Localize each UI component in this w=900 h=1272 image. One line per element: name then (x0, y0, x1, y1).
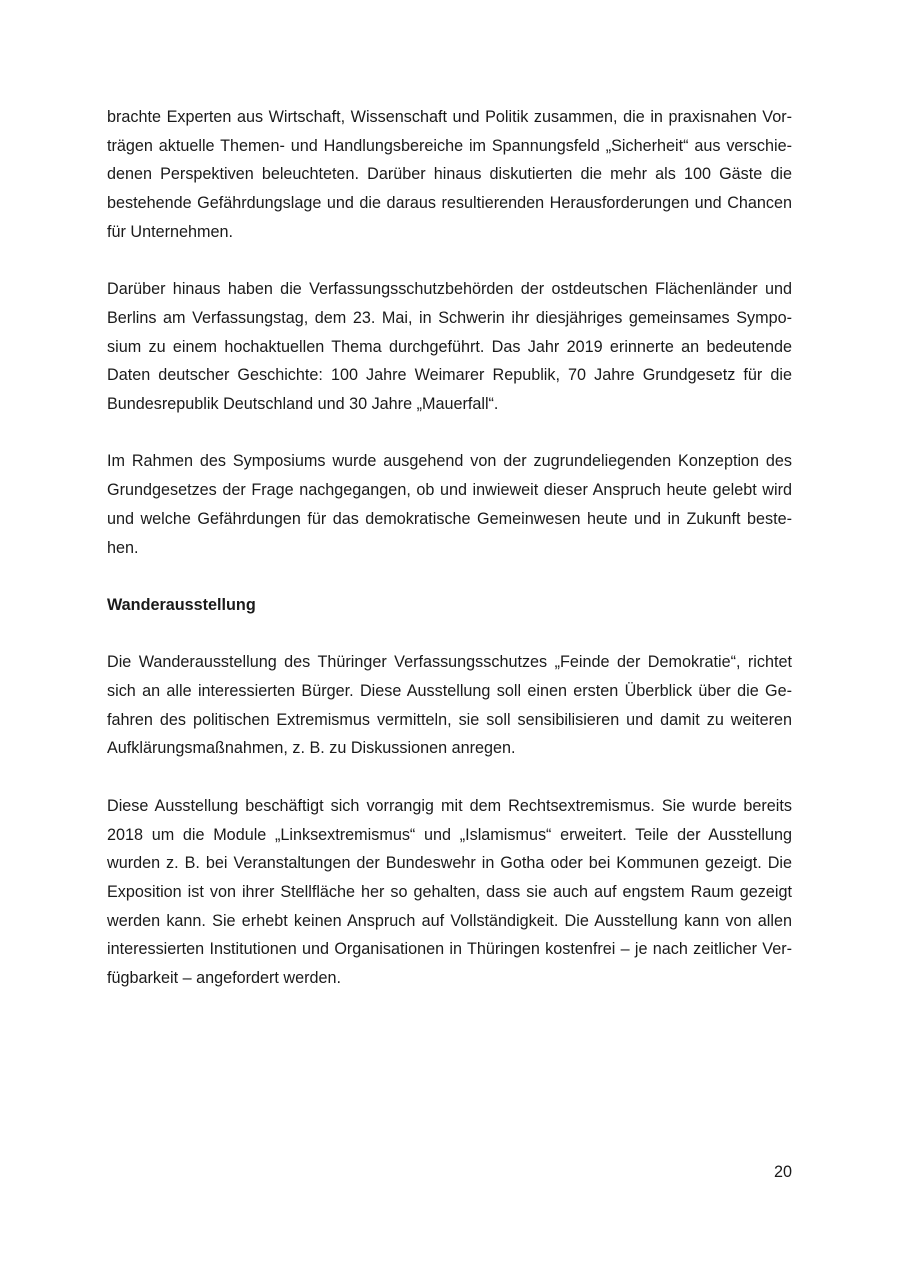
paragraph-exhibition-intro: Die Wanderausstellung des Thüringer Verfassungsschutzes „Feinde der Demokratie“, richtet sich an alle interessierten Bürger. Diese Ausstellung soll einen ersten Überblick über die Gefahren des politischen Extremismus vermitteln, sie soll sensibilisieren und damit zu weiteren Aufklärungsmaßnahmen, z. B. zu Diskussionen anregen. (107, 653, 792, 758)
paragraph-spacer (107, 247, 792, 276)
paragraph-grundgesetz-question: Im Rahmen des Symposiums wurde ausgehend von der zugrundeliegenden Konzeption des Grundgesetzes der Frage nachgegangen, ob und inwieweit dieser Anspruch heute gelebt wird und welche Gefährdungen für das demokratische Gemeinwesen heute und in Zukunft bestehen. (107, 452, 792, 557)
section-heading-wanderausstellung: Wanderausstellung (107, 595, 256, 614)
paragraph-spacer (107, 562, 792, 591)
paragraph-verfassungstag-symposium: Darüber hinaus haben die Verfassungsschutzbehörden der ostdeutschen Flächenländer und Berlins am Verfassungstag, dem 23. Mai, in Schwerin ihr diesjähriges gemeinsames Symposium zu einem hochaktuellen Thema durchgeführt. Das Jahr 2019 erinnerte an bedeutende Daten deutscher Geschichte: 100 Jahre Weimarer Republik, 70 Jahre Grundgesetz für die Bundesrepublik Deutschland und 30 Jahre „Mauerfall“. (107, 280, 792, 414)
paragraph-symposium-experts: brachte Experten aus Wirtschaft, Wissenschaft und Politik zusammen, die in praxisnahen Vorträgen aktuelle Themen- und Handlungsbereiche im Spannungsfeld „Sicherheit“ aus verschiedenen Perspektiven beleuchteten. Darüber hinaus diskutierten die mehr als 100 Gäste die bestehende Gefährdungslage und die daraus resultierenden Herausforderungen und Chancen für Unternehmen. (107, 108, 792, 241)
page-body (107, 103, 792, 993)
paragraph-spacer (107, 419, 792, 448)
paragraph-spacer (107, 763, 792, 792)
paragraph-spacer (107, 620, 792, 649)
paragraph-exhibition-details: Diese Ausstellung beschäftigt sich vorrangig mit dem Rechtsextremismus. Sie wurde bereits 2018 um die Module „Linksextremismus“ und „Islamismus“ erweitert. Teile der Ausstellung wurden z. B. bei Veranstaltungen der Bundeswehr in Gotha oder bei Kommunen gezeigt. Die Exposition ist von ihrer Stellfläche her so gehalten, dass sie auch auf engstem Raum gezeigt werden kann. Sie erhebt keinen Anspruch auf Vollständigkeit. Die Ausstellung kann von allen interessierten Institutionen und Organisationen in Thüringen kostenfrei – je nach zeitlicher Verfügbarkeit – angefordert werden. (107, 796, 792, 988)
page-number: 20 (773, 1163, 792, 1181)
